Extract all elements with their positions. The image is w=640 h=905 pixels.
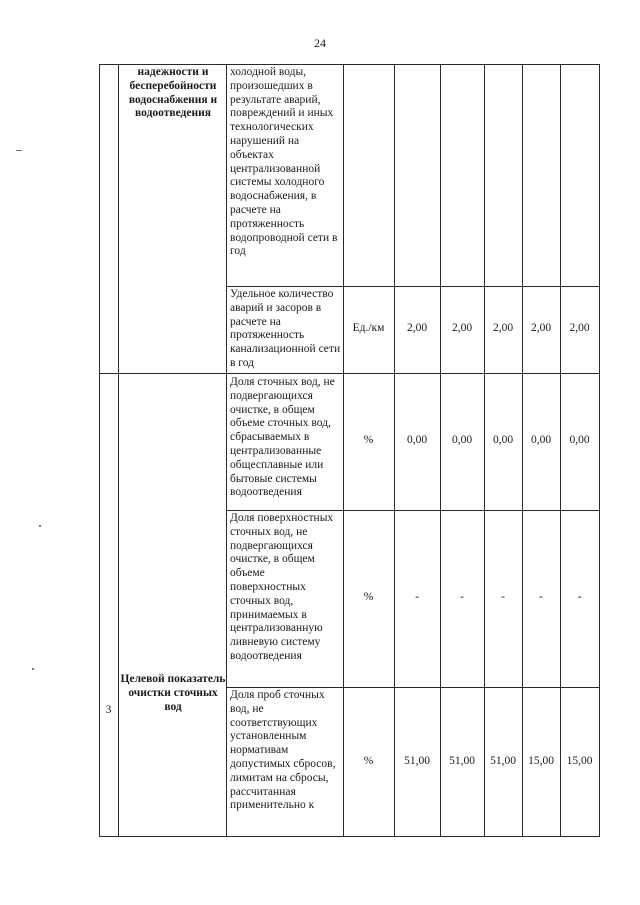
value-cell: 0,00 (530, 434, 552, 446)
row-number: 3 (105, 704, 112, 716)
value-cell: - (539, 591, 543, 603)
value-cell: 2,00 (530, 322, 552, 334)
indicator-cell: Доля проб сточных вод, не соответствующих установленным нормативам допустимых сбросов, лимитам на сбросы, рассчитанная применительно к (230, 689, 336, 812)
value-cell: 2,00 (451, 322, 473, 334)
value-cell: - (415, 591, 419, 603)
value-cell: 2,00 (492, 322, 514, 334)
value-cell: 0,00 (406, 434, 428, 446)
value-cell: 51,00 (404, 755, 430, 767)
scan-speck (16, 150, 22, 151)
page-number: 24 (314, 36, 326, 50)
value-cell: 0,00 (569, 434, 590, 446)
scan-speck (32, 668, 34, 670)
unit-cell: % (363, 755, 374, 767)
value-cell: 51,00 (490, 755, 516, 767)
unit-cell: % (363, 434, 374, 446)
indicator-cell: холодной воды, произошедших в результате аварий, повреждений и иных технологических нарушений на объектах централизованной системы холодного водоснабжения, в расчете на протяженность водопроводной сети в год (230, 66, 338, 258)
category-cell: Целевой показатель очистки сточных вод (120, 673, 226, 713)
value-cell: - (460, 591, 464, 603)
indicator-cell: Доля сточных вод, не подвергающихся очистке, в общем объеме сточных вод, сбрасываемых в централизованные общесплавные или бытовые системы водоотведения (230, 376, 335, 499)
value-cell: - (577, 591, 582, 603)
unit-cell: % (363, 591, 374, 603)
value-cell: 15,00 (566, 755, 593, 767)
category-cell: надежности и бесперебойности водоснабжения и водоотведения (128, 66, 218, 120)
value-cell: 0,00 (451, 434, 473, 446)
value-cell: 2,00 (406, 322, 428, 334)
value-cell: 2,00 (569, 322, 590, 334)
scan-speck (39, 525, 41, 527)
value-cell: - (501, 591, 505, 603)
value-cell: 51,00 (449, 755, 475, 767)
value-cell: 0,00 (492, 434, 514, 446)
unit-cell: Ед./км (352, 322, 385, 334)
indicator-cell: Удельное количество аварий и засоров в расчете на протяженность канализационной сети в год (230, 288, 341, 369)
value-cell: 15,00 (528, 755, 554, 767)
indicator-cell: Доля поверхностных сточных вод, не подвергающихся очистке, в общем объеме поверхностных сточных вод, принимаемых в централизованную ливневую систему водоотведения (230, 512, 334, 662)
